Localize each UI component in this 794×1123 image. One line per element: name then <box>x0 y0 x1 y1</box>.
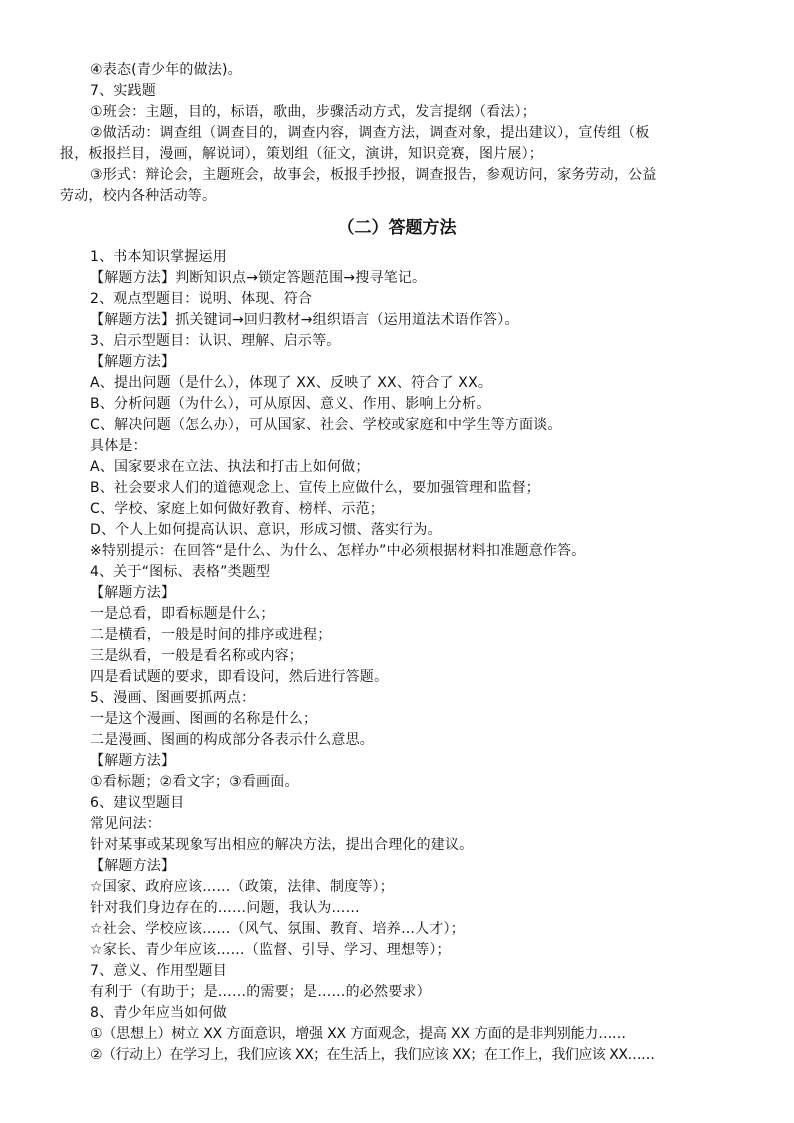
text-line: 针对我们身边存在的……问题，我认为…… <box>90 900 360 916</box>
text-line: ①（思想上）树立 XX 方面意识，增强 XX 方面观念，提高 XX 方面的是非判别能力…… <box>90 1026 626 1042</box>
text-line: C、学校、家庭上如何做好教育、榜样、示范； <box>90 501 384 517</box>
text-line: 【解题方法】抓关键词→回归教材→组织语言（运用道法术语作答）。 <box>90 312 519 328</box>
text-line: D、个人上如何提高认识、意识，形成习惯、落实行为。 <box>90 522 442 538</box>
text-line: 【解题方法】 <box>90 858 176 874</box>
text-line: ☆国家、政府应该……（政策，法律、制度等）； <box>90 879 394 895</box>
text-line: 有利于（有助于；是……的需要；是……的必然要求） <box>90 984 431 1000</box>
text-line: 二是横看，一般是时间的排序或进程； <box>90 627 332 643</box>
text-line: 一是这个漫画、图画的名称是什么； <box>90 711 318 727</box>
text-line: B、分析问题（为什么），可从原因、意义、作用、影响上分析。 <box>90 396 491 412</box>
text-line: ※特别提示：在回答“是什么、为什么、怎样办”中必须根据材料扣准题意作答。 <box>90 543 586 559</box>
text-line: A、国家要求在立法、执法和打击上如何做； <box>90 459 370 475</box>
text-line: B、社会要求人们的道德观念上、宣传上应做什么，要加强管理和监督； <box>90 480 541 496</box>
text-line: 【解题方法】 <box>90 585 176 601</box>
text-line: ③形式：辩论会，主题班会，故事会，板报手抄报，调查报告，参观访问，家务劳动，公益 <box>90 167 657 183</box>
text-line: 3、启示型题目：认识、理解、启示等。 <box>90 333 341 349</box>
text-line: 5、漫画、图画要抓两点： <box>90 690 256 706</box>
text-line: 具体是： <box>90 438 147 454</box>
text-line: 7、意义、作用型题目 <box>90 963 227 979</box>
text-line: ①班会：主题，目的，标语，歌曲，步骤活动方式，发言提纲（看法）； <box>90 104 536 120</box>
text-line: 4、关于“图标、表格”类题型 <box>90 564 271 580</box>
text-line: ②做活动：调查组（调查目的，调查内容，调查方法，调查对象，提出建议），宣传组（板 <box>90 125 650 141</box>
text-line: ☆家长、青少年应该……（监督、引导、学习、理想等）； <box>90 942 451 958</box>
text-line: 8、青少年应当如何做 <box>90 1005 227 1021</box>
text-line: 针对某事或某现象写出相应的解决方法，提出合理化的建议。 <box>90 837 474 853</box>
text-line: 四是看试题的要求，即看设问，然后进行答题。 <box>90 669 389 685</box>
text-line: ①看标题；②看文字；③看画面。 <box>90 774 299 790</box>
section-title: （二）答题方法 <box>337 218 457 238</box>
text-line: ☆社会、学校应该……（风气、氛围、教育、培养…人才）； <box>90 921 465 937</box>
text-line: 【解题方法】 <box>90 753 176 769</box>
text-line: 2、观点型题目：说明、体现、符合 <box>90 291 313 307</box>
text-line: 1、书本知识掌握运用 <box>90 249 227 265</box>
text-line: 常见问法： <box>90 816 161 832</box>
text-line: 6、建议型题目 <box>90 795 185 811</box>
text-line: 【解题方法】判断知识点→锁定答题范围→搜寻笔记。 <box>90 270 427 286</box>
text-line: 报，板报拦目，漫画，解说词），策划组（征文，演讲，知识竞赛，图片展）； <box>60 146 543 162</box>
text-line: C、解决问题（怎么办），可从国家、社会、学校或家庭和中学生等方面谈。 <box>90 417 562 433</box>
text-line: ②（行动上）在学习上，我们应该 XX；在生活上，我们应该 XX；在工作上，我们应该 XX…… <box>90 1047 655 1063</box>
text-line: 一是总看，即看标题是什么； <box>90 606 275 622</box>
text-line: 三是纵看，一般是看名称或内容； <box>90 648 303 664</box>
text-line: 7、实践题 <box>90 83 156 99</box>
text-line: 【解题方法】 <box>90 354 176 370</box>
text-line: 劳动，校内各种活动等。 <box>60 188 217 204</box>
text-line: 二是漫画、图画的构成部分各表示什么意思。 <box>90 732 374 748</box>
text-line: ④表态(青少年的做法)。 <box>90 62 242 78</box>
text-line: A、提出问题（是什么），体现了 XX、反映了 XX、符合了 XX。 <box>90 375 493 391</box>
